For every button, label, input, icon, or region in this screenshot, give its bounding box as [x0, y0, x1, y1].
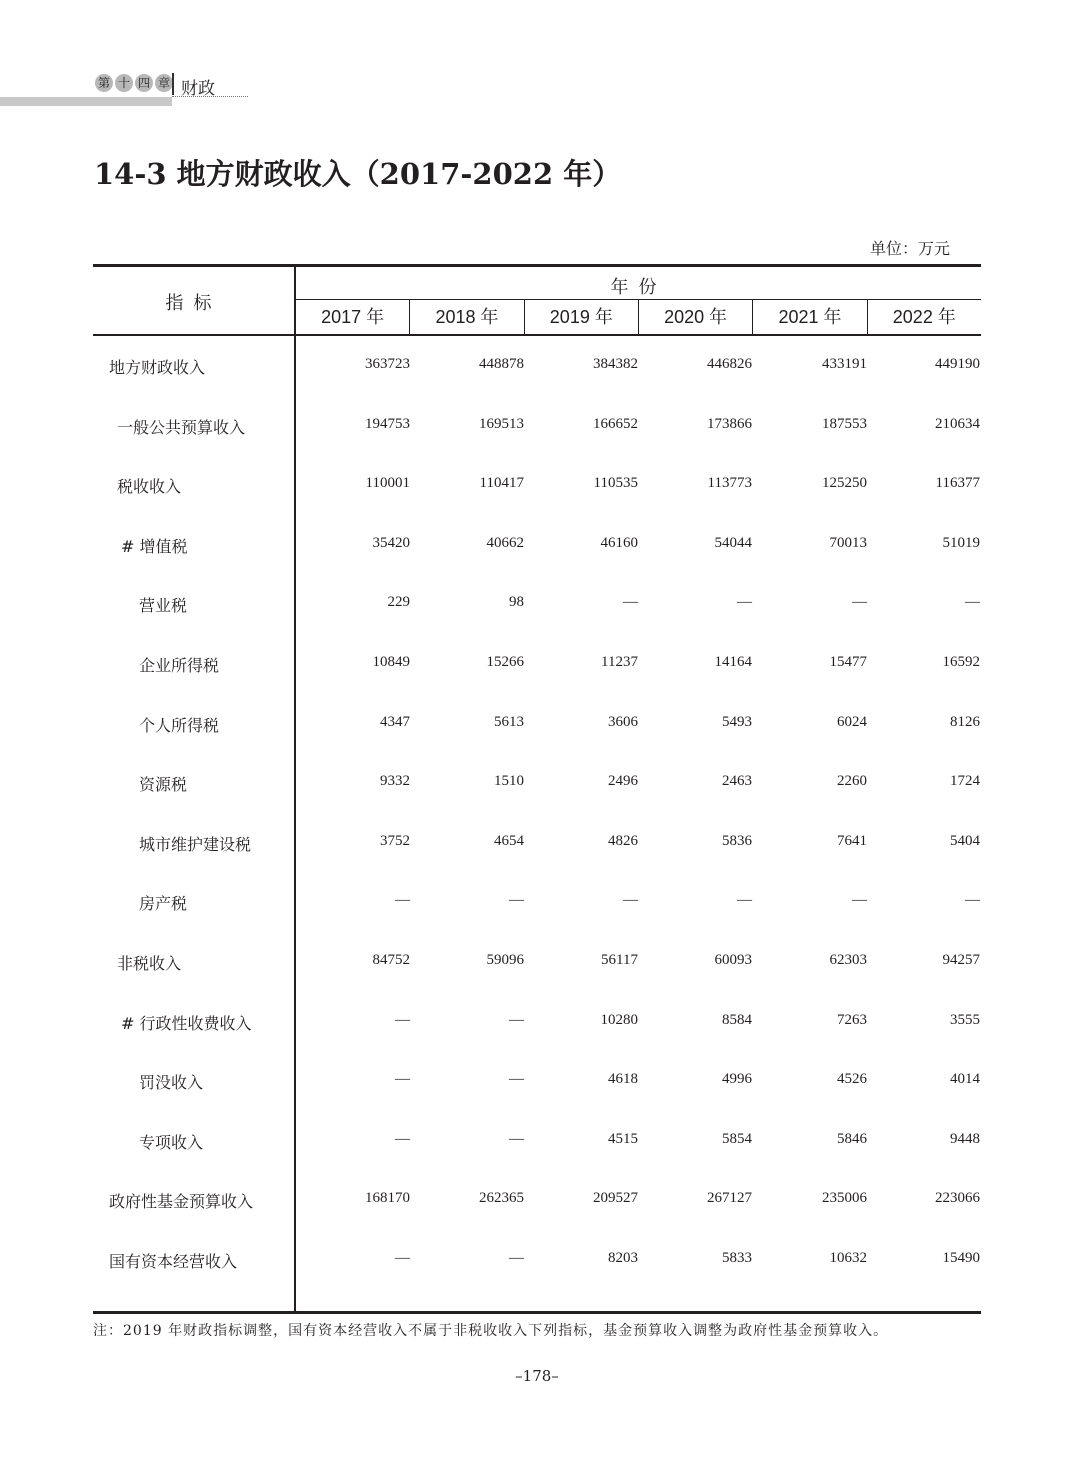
value-cell: 110417 [479, 475, 524, 492]
value-cell: 229 [387, 594, 410, 611]
value-cell: 2463 [722, 773, 752, 790]
row-label: 一般公共预算收入 [117, 417, 246, 437]
value-cell: 4014 [950, 1071, 980, 1088]
value-cell: — [852, 892, 867, 909]
value-cell: — [965, 892, 980, 909]
value-cell: 8584 [722, 1011, 752, 1028]
value-cell: 4515 [608, 1130, 638, 1147]
header-bottom-rule [93, 334, 981, 336]
header-separator [172, 73, 174, 95]
row-label: 个人所得税 [139, 715, 220, 735]
value-cell: — [509, 1071, 524, 1088]
value-cell: 2496 [608, 773, 638, 790]
table-row [93, 589, 981, 619]
row-label: 资源税 [139, 775, 188, 795]
row-label: 房产税 [139, 894, 188, 914]
value-cell: 10849 [372, 654, 410, 670]
row-label: # 增值税 [121, 536, 188, 556]
value-cell: 168170 [365, 1190, 410, 1207]
value-cell: 94257 [942, 952, 980, 968]
table-row [93, 1185, 981, 1215]
year-header-row [296, 300, 981, 334]
value-cell: 8126 [950, 713, 980, 730]
value-cell: 187553 [822, 415, 867, 432]
value-cell: 9448 [950, 1130, 980, 1147]
value-cell: 3555 [950, 1011, 980, 1028]
value-cell: 363723 [365, 356, 410, 372]
value-cell: 5836 [722, 832, 752, 849]
value-cell: 11237 [601, 654, 638, 670]
value-cell: 98 [509, 594, 524, 611]
value-cell: — [623, 594, 638, 611]
table-row [93, 887, 981, 917]
value-cell: 4618 [608, 1071, 638, 1088]
value-cell: 16592 [942, 654, 980, 670]
value-cell: 113773 [707, 475, 752, 492]
year-header-cell: 2019 年 [524, 300, 638, 334]
row-label: 营业税 [139, 596, 188, 616]
value-cell: 15490 [942, 1250, 980, 1266]
value-cell: 46160 [600, 534, 638, 551]
table-top-rule [93, 264, 981, 267]
value-cell: 449190 [935, 356, 980, 372]
value-cell: 6024 [837, 713, 867, 730]
value-cell: 9332 [380, 773, 410, 790]
value-cell: 448878 [479, 356, 524, 372]
value-cell: 35420 [372, 534, 410, 551]
value-cell: — [395, 1130, 410, 1147]
value-cell: 110001 [365, 475, 410, 492]
value-cell: — [852, 594, 867, 611]
value-cell: 169513 [479, 415, 524, 432]
chapter-char: 第 [95, 74, 113, 92]
year-header-cell: 2020 年 [638, 300, 752, 334]
value-cell: — [737, 892, 752, 909]
page-title: 14-3 地方财政收入（2017-2022 年） [94, 157, 622, 191]
value-cell: 3752 [380, 832, 410, 849]
value-cell: 235006 [822, 1190, 867, 1207]
header-bar [0, 97, 172, 106]
value-cell: — [965, 594, 980, 611]
value-cell: 2260 [837, 773, 867, 790]
table-row [93, 470, 981, 500]
value-cell: 4996 [722, 1071, 752, 1088]
table-bottom-rule [93, 1311, 981, 1314]
value-cell: 3606 [608, 713, 638, 730]
value-cell: 166652 [593, 415, 638, 432]
value-cell: 446826 [707, 356, 752, 372]
value-cell: 5846 [837, 1130, 867, 1147]
value-cell: 5404 [950, 832, 980, 849]
value-cell: 116377 [935, 475, 980, 492]
row-label: 政府性基金预算收入 [109, 1192, 254, 1212]
section-title: 财政 [181, 79, 215, 99]
table-footnote: 注：2019 年财政指标调整，国有资本经营收入不属于非税收收入下列指标，基金预算收入调整为政府性基金预算收入。 [93, 1323, 889, 1339]
value-cell: 384382 [593, 356, 638, 372]
value-cell: 4347 [380, 713, 410, 730]
year-header-cell: 2017 年 [321, 307, 385, 327]
value-cell: 70013 [829, 534, 867, 551]
row-label: 企业所得税 [139, 656, 220, 675]
row-label: 罚没收入 [139, 1073, 204, 1093]
table-row [93, 1007, 981, 1037]
value-cell: 194753 [365, 415, 410, 432]
value-cell: 110535 [593, 475, 638, 492]
row-label: 税收收入 [117, 477, 182, 497]
value-cell: — [395, 1011, 410, 1028]
year-header-cell: 2021 年 [752, 300, 866, 334]
value-cell: 267127 [707, 1190, 752, 1207]
value-cell: 5493 [722, 713, 752, 730]
chapter-char: 十 [115, 74, 133, 92]
table-row [93, 1245, 981, 1275]
value-cell: 10632 [829, 1250, 867, 1266]
value-cell: 15266 [486, 654, 524, 670]
value-cell: 1510 [494, 773, 524, 790]
value-cell: 125250 [822, 475, 867, 492]
value-cell: 7263 [837, 1011, 867, 1028]
value-cell: — [737, 594, 752, 611]
value-cell: 60093 [714, 952, 752, 968]
value-cell: 433191 [822, 356, 867, 372]
row-label: 地方财政收入 [109, 358, 206, 377]
table-row [93, 1126, 981, 1156]
value-cell: — [623, 892, 638, 909]
value-cell: 1724 [950, 773, 980, 790]
value-cell: 4826 [608, 832, 638, 849]
value-cell: 54044 [714, 534, 752, 551]
chapter-badge [95, 74, 173, 92]
value-cell: — [509, 1011, 524, 1028]
value-cell: 51019 [942, 534, 980, 551]
value-cell: 209527 [593, 1190, 638, 1207]
value-cell: 40662 [486, 534, 524, 551]
table-row [93, 411, 981, 441]
year-header-cell: 2022 年 [867, 300, 981, 334]
value-cell: 5833 [722, 1250, 752, 1266]
value-cell: — [395, 1250, 410, 1266]
table-row [93, 828, 981, 858]
value-cell: 5613 [494, 713, 524, 730]
chapter-char: 章 [155, 74, 173, 92]
indicator-header: 指标 [165, 293, 222, 314]
value-cell: 223066 [935, 1190, 980, 1207]
value-cell: 210634 [935, 415, 980, 432]
row-label: 国有资本经营收入 [109, 1252, 238, 1271]
value-cell: 10280 [600, 1011, 638, 1028]
row-label: 专项收入 [139, 1132, 204, 1152]
value-cell: 5854 [722, 1130, 752, 1147]
value-cell: 15477 [829, 654, 867, 670]
value-cell: 7641 [837, 832, 867, 849]
value-cell: 173866 [707, 415, 752, 432]
value-cell: 4526 [837, 1071, 867, 1088]
table-row [93, 709, 981, 739]
table-row [93, 947, 981, 977]
chapter-char: 四 [135, 74, 153, 92]
row-label: # 行政性收费收入 [121, 1013, 252, 1033]
value-cell: 4654 [494, 832, 524, 849]
page-number: –178– [515, 1367, 559, 1385]
value-cell: 262365 [479, 1190, 524, 1207]
value-cell: 84752 [372, 952, 410, 968]
value-cell: — [509, 1250, 524, 1266]
value-cell: — [509, 892, 524, 909]
table-row [93, 530, 981, 560]
value-cell: — [395, 1071, 410, 1088]
row-label: 非税收入 [117, 954, 182, 973]
year-group-header: 年份 [610, 277, 667, 298]
table-row [93, 351, 981, 381]
value-cell: 62303 [829, 952, 867, 968]
value-cell: — [395, 892, 410, 909]
value-cell: 8203 [608, 1250, 638, 1266]
table-row [93, 1066, 981, 1096]
year-header-cell: 2018 年 [409, 300, 523, 334]
value-cell: 14164 [714, 654, 752, 670]
value-cell: 56117 [601, 952, 638, 968]
row-label: 城市维护建设税 [139, 834, 252, 854]
table-row [93, 649, 981, 679]
value-cell: 59096 [486, 952, 524, 968]
value-cell: — [509, 1130, 524, 1147]
table-row [93, 768, 981, 798]
unit-label: 单位：万元 [869, 239, 950, 258]
